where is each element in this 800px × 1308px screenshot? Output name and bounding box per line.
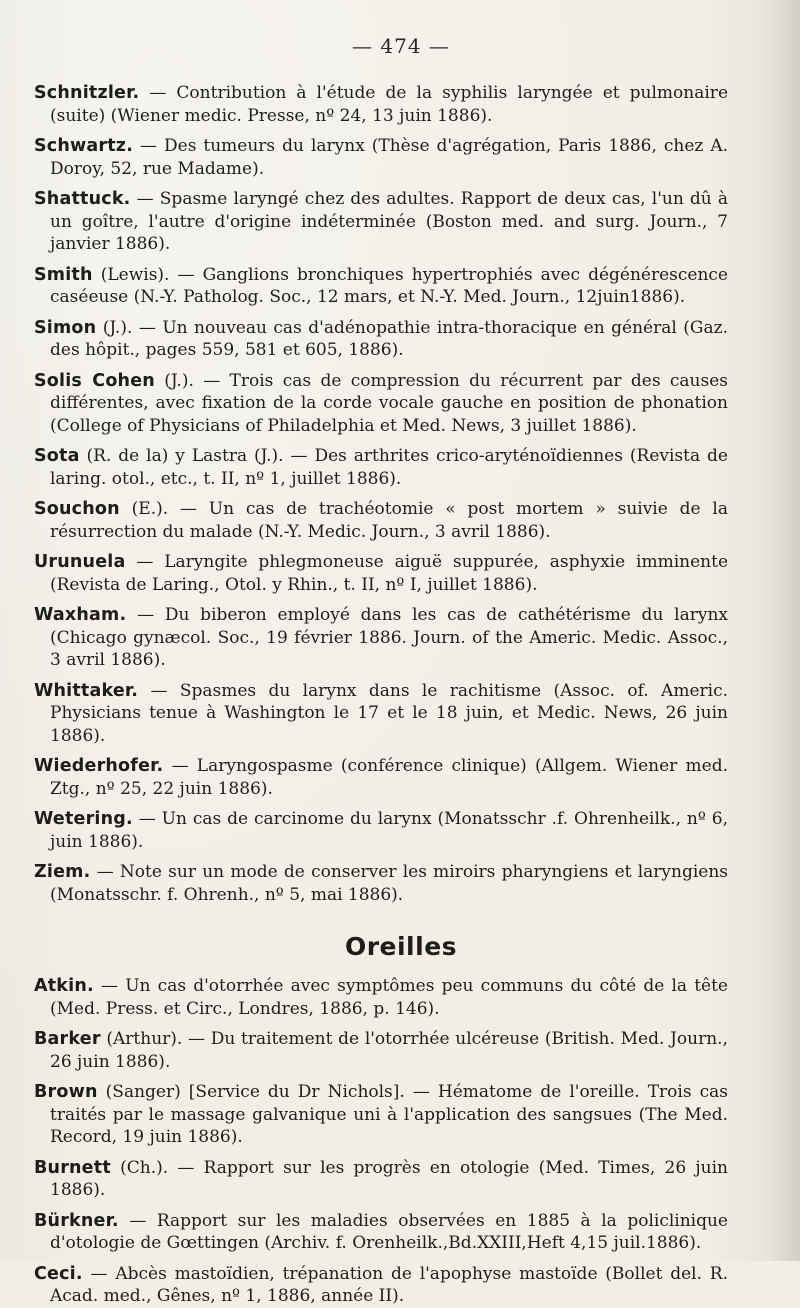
bibliography-list-larynx bbox=[34, 82, 728, 906]
entry-text: — Laryngite phlegmoneuse aiguë suppurée, asphyxie imminente (Revista de Laring., Otol. y Rhin., t. II, nº I, juillet 1886). bbox=[50, 552, 728, 595]
bibliography-entry bbox=[34, 188, 728, 256]
entry-author: Barker bbox=[34, 1029, 101, 1049]
entry-text: — Spasme laryngé chez des adultes. Rapport de deux cas, l'un dû à un goître, l'autre d'origine indéterminée (Boston med. and surg. Journ., 7 janvier 1886). bbox=[50, 189, 728, 254]
entry-text: (R. de la) y Lastra (J.). — Des arthrites crico-aryténoïdiennes (Revista de laring. otol., etc., t. II, nº 1, juillet 1886). bbox=[50, 446, 728, 489]
entry-text: (Sanger) [Service du Dr Nichols]. — Hématome de l'oreille. Trois cas traités par le massage galvanique uni à l'application des sangsues (The Med. Record, 19 juin 1886). bbox=[50, 1082, 728, 1147]
entry-text: — Laryngospasme (conférence clinique) (Allgem. Wiener med. Ztg., nº 25, 22 juin 1886). bbox=[50, 756, 728, 799]
entry-author: Burnett bbox=[34, 1157, 111, 1178]
bibliography-entry bbox=[34, 264, 728, 309]
section-title: Oreilles bbox=[344, 932, 458, 961]
bibliography-entry bbox=[34, 551, 728, 596]
entry-text: (Arthur). — Du traitement de l'otorrhée ulcéreuse (British. Med. Journ., 26 juin 1886). bbox=[50, 1029, 728, 1072]
entry-author: Brown bbox=[34, 1082, 98, 1102]
entry-author: Wiederhofer. bbox=[34, 756, 164, 776]
entry-text: — Un cas de carcinome du larynx (Monatsschr .f. Ohrenheilk., nº 6, juin 1886). bbox=[50, 809, 728, 852]
entry-text: (E.). — Un cas de trachéotomie « post mortem » suivie de la résurrection du malade (N.-Y. Medic. Journ., 3 avril 1886). bbox=[50, 499, 728, 542]
entry-author: Simon bbox=[34, 317, 97, 338]
bibliography-entry bbox=[34, 755, 728, 800]
entry-author: Whittaker. bbox=[34, 680, 139, 701]
bibliography-entry bbox=[34, 1157, 728, 1202]
entry-text: — Spasmes du larynx dans le rachitisme (Assoc. of. Americ. Physicians tenue à Washington le 17 et le 18 juin, et Medic. News, 26 juin 1886). bbox=[50, 680, 728, 746]
entry-author: Smith bbox=[34, 264, 93, 285]
entry-text: — Du biberon employé dans les cas de cathétérisme du larynx (Chicago gynæcol. Soc., 19 février 1886. Journ. of the Americ. Medic. Assoc., 3 avril 1886). bbox=[50, 605, 728, 670]
entry-text: — Contribution à l'étude de la syphilis laryngée et pulmonaire (suite) (Wiener medic. Presse, nº 24, 13 juin 1886). bbox=[50, 83, 728, 126]
bibliography-entry bbox=[34, 445, 728, 490]
entry-author: Souchon bbox=[34, 499, 120, 519]
entry-author: Solis Cohen bbox=[34, 370, 155, 391]
page-edge-shadow bbox=[764, 0, 800, 1261]
entry-author: Schnitzler. bbox=[34, 83, 140, 103]
entry-text: (Lewis). — Ganglions bronchiques hypertrophiés avec dégénérescence caséeuse (N.-Y. Patholog. Soc., 12 mars, et N.-Y. Med. Journ., 12juin1886). bbox=[50, 264, 728, 307]
bibliography-entry bbox=[34, 1028, 728, 1073]
bibliography-entry bbox=[34, 604, 728, 672]
entry-author: Atkin. bbox=[34, 976, 94, 996]
bibliography-entry bbox=[34, 1081, 728, 1149]
bibliography-entry bbox=[34, 1263, 728, 1308]
entry-author: Ziem. bbox=[34, 862, 91, 882]
bibliography-entry bbox=[34, 1210, 728, 1255]
bibliography-entry bbox=[34, 498, 728, 543]
entry-author: Sota bbox=[34, 446, 80, 466]
bibliography-entry bbox=[34, 82, 728, 127]
bibliography-entry bbox=[34, 680, 728, 748]
entry-text: — Un cas d'otorrhée avec symptômes peu communs du côté de la tête (Med. Press. et Circ., Londres, 1886, p. 146). bbox=[50, 976, 728, 1019]
entry-text: — Abcès mastoïdien, trépanation de l'apophyse mastoïde (Bollet del. R. Acad. med., Gênes, nº 1, 1886, année II). bbox=[50, 1263, 728, 1306]
entry-text: — Rapport sur les maladies observées en 1885 à la policlinique d'otologie de Gœttingen (Archiv. f. Orenheilk.,Bd.XXIII,Heft 4,15 juil.1886). bbox=[50, 1210, 728, 1253]
entry-author: Ceci. bbox=[34, 1263, 83, 1284]
entry-author: Bürkner. bbox=[34, 1210, 119, 1231]
entry-text: (J.). — Un nouveau cas d'adénopathie intra-thoracique en général (Gaz. des hôpit., pages 559, 581 et 605, 1886). bbox=[50, 317, 728, 360]
bibliography-list-ears bbox=[34, 975, 728, 1308]
bibliography-entry bbox=[34, 975, 728, 1020]
bibliography-entry bbox=[34, 135, 728, 180]
entry-author: Wetering. bbox=[34, 809, 133, 829]
entry-text: (J.). — Trois cas de compression du récurrent par des causes différentes, avec fixation de la corde vocale gauche en position de phonation (College of Physicians of Philadelphia et Med. News, 3 juillet 1886). bbox=[50, 370, 729, 436]
entry-author: Schwartz. bbox=[34, 136, 134, 156]
bibliography-entry bbox=[34, 370, 728, 438]
entry-text: — Note sur un mode de conserver les miroirs pharyngiens et laryngiens (Monatsschr. f. Ohrenh., nº 5, mai 1886). bbox=[50, 862, 728, 905]
entry-text: — Des tumeurs du larynx (Thèse d'agrégation, Paris 1886, chez A. Doroy, 52, rue Madame). bbox=[50, 136, 728, 179]
bibliography-entry bbox=[34, 808, 728, 853]
entry-author: Urunuela bbox=[34, 552, 126, 572]
entry-author: Waxham. bbox=[34, 605, 127, 625]
bibliography-entry bbox=[34, 317, 728, 362]
bibliography-entry bbox=[34, 861, 728, 906]
entry-author: Shattuck. bbox=[34, 189, 131, 209]
entry-text: (Ch.). — Rapport sur les progrès en otologie (Med. Times, 26 juin 1886). bbox=[50, 1157, 728, 1200]
page-number: — 474 — bbox=[352, 34, 450, 58]
